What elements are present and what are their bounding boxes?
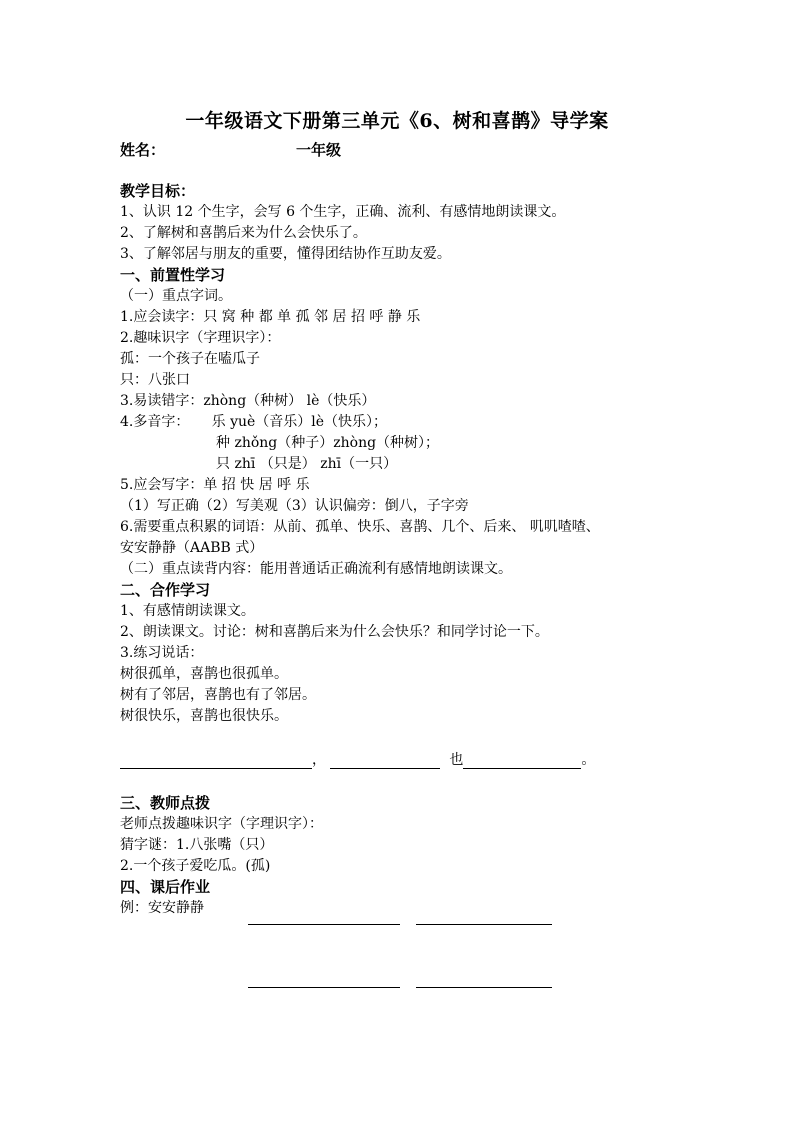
read-chars-line: 1.应会读字：只 窝 种 都 单 孤 邻 居 招 呼 静 乐 <box>120 309 421 325</box>
subsection-heading: （一）重点字词。 <box>120 288 232 304</box>
example-sentence: 树很快乐，喜鹊也很快乐。 <box>120 708 288 724</box>
objective-item: 3、了解邻居与朋友的重要，懂得团结协作互助友爱。 <box>120 246 451 262</box>
grade-label: 一年级 <box>296 141 342 159</box>
fill-blank[interactable] <box>248 987 400 988</box>
document-title: 一年级语文下册第三单元《6、树和喜鹊》导学案 <box>185 110 609 132</box>
write-chars-line: 5.应会写字：单 招 快 居 呼 乐 <box>120 477 310 493</box>
activity-item: 1、有感情朗读课文。 <box>120 603 255 619</box>
section-heading: 一、前置性学习 <box>120 266 226 284</box>
example-sentence: 树很孤单，喜鹊也很孤单。 <box>120 666 288 682</box>
activity-item: 2、朗读课文。讨论：树和喜鹊后来为什么会快乐？和同学讨论一下。 <box>120 624 549 640</box>
polyphone-row <box>120 412 700 433</box>
fill-blank[interactable] <box>463 752 581 769</box>
write-tips-line: （1）写正确（2）写美观（3）认识偏旁：倒八，子字旁 <box>120 498 469 514</box>
polyphone-item: 乐 yuè（音乐）lè（快乐）； <box>211 414 388 430</box>
objective-item: 1、认识 12 个生字，会写 6 个生字，正确、流利、有感情地朗读课文。 <box>120 204 566 220</box>
fill-blank[interactable] <box>330 752 440 769</box>
comma-text: ， <box>312 752 326 768</box>
tip-line: 2.一个孩子爱吃瓜。(孤) <box>120 858 271 874</box>
document-body <box>120 181 700 919</box>
section-heading: 四、课后作业 <box>120 878 211 896</box>
fun-literacy-item: 孤：一个孩子在嗑瓜子 <box>120 351 260 367</box>
tip-line: 老师点拨趣味识字（字理识字）： <box>120 816 323 832</box>
objective-item: 2、了解树和喜鹊后来为什么会快乐了。 <box>120 225 367 241</box>
tip-line: 猜字谜：1.八张嘴（只） <box>120 837 274 853</box>
polyphone-item: 只 zhī （只是） zhī（一只） <box>216 456 398 472</box>
example-sentence: 树有了邻居，喜鹊也有了邻居。 <box>120 687 316 703</box>
homework-example: 例：安安静静 <box>120 900 204 916</box>
student-info-row <box>120 139 342 160</box>
polyphone-item: 种 zhǒng（种子）zhòng（种树）； <box>216 435 440 451</box>
fill-blank[interactable] <box>416 987 552 988</box>
fun-literacy-item: 只：八张口 <box>120 372 190 388</box>
objectives-heading: 教学目标： <box>120 182 196 200</box>
key-words-line: 安安静静（AABB 式） <box>120 540 264 556</box>
easy-wrong-line: 3.易读错字：zhòng（种树） lè（快乐） <box>120 393 376 409</box>
fill-blank[interactable] <box>120 752 312 769</box>
fill-blank[interactable] <box>416 924 552 925</box>
name-label: 姓名： <box>120 141 166 159</box>
fun-literacy-heading: 2.趣味识字（字理识字）： <box>120 330 281 346</box>
also-text: 也 <box>449 752 464 768</box>
section-heading: 三、教师点拨 <box>120 794 211 812</box>
activity-item: 3.练习说话： <box>120 645 204 661</box>
polyphone-label: 4.多音字： <box>120 414 190 430</box>
period-text: 。 <box>581 752 596 768</box>
key-words-line: 6.需要重点积累的词语：从前、孤单、快乐、喜鹊、几个、后来、 叽叽喳喳、 <box>120 519 600 535</box>
fill-blank[interactable] <box>248 924 400 925</box>
subsection-heading: （二）重点读背内容：能用普通话正确流利有感情地朗读课文。 <box>120 561 512 577</box>
section-heading: 二、合作学习 <box>120 581 211 599</box>
fill-in-sentence <box>120 749 700 771</box>
